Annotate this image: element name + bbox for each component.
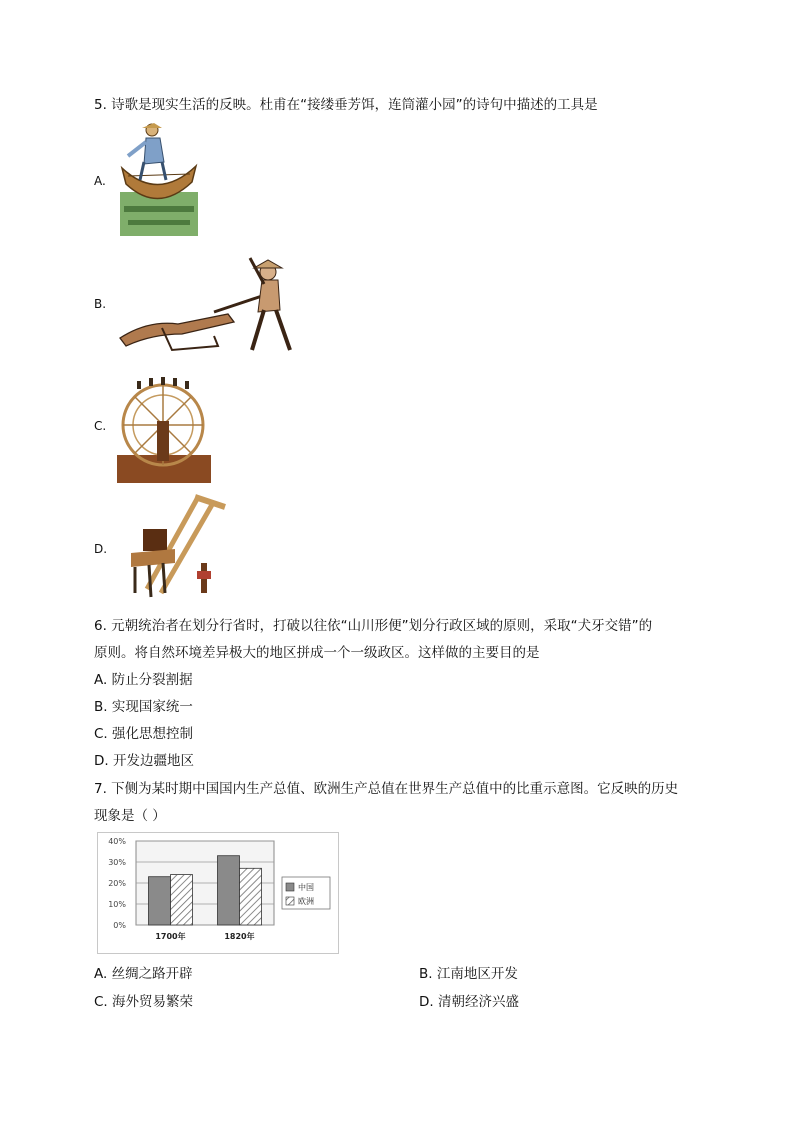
q7-stem-line1: 7. 下侧为某时期中国国内生产总值、欧洲生产总值在世界生产总值中的比重示意图。它反映的历史	[94, 781, 679, 797]
legend-label: 中国	[298, 883, 314, 892]
seed-drill-image	[117, 493, 229, 605]
q7-option-a: A. 丝绸之路开辟	[94, 966, 193, 982]
plow-farmer-image	[118, 250, 296, 358]
q5-option-c-label: C.	[94, 419, 107, 433]
gdp-share-chart	[97, 832, 339, 954]
boat-fisherman-image	[118, 122, 200, 238]
q7-stem-line2: 现象是（ ）	[94, 808, 166, 824]
q6-stem-line1: 6. 元朝统治者在划分行省时，打破以往依“山川形便”划分行政区域的原则，采取“犬牙交错”的	[94, 618, 653, 634]
bar-china-0	[149, 877, 171, 925]
y-tick-label: 0%	[113, 921, 126, 930]
y-tick-label: 30%	[108, 858, 126, 867]
q6-option-d: D. 开发边疆地区	[94, 753, 194, 769]
bar-europe-1	[240, 868, 262, 925]
q6-option-c: C. 强化思想控制	[94, 726, 194, 742]
legend-swatch	[286, 897, 294, 905]
q6-option-b: B. 实现国家统一	[94, 699, 193, 715]
q7-option-b: B. 江南地区开发	[419, 966, 518, 982]
bar-europe-0	[171, 875, 193, 925]
q5-option-b-label: B.	[94, 297, 107, 311]
q5-option-a-label: A.	[94, 174, 106, 188]
q6-stem-line2: 原则。将自然环境差异极大的地区拼成一个一级政区。这样做的主要目的是	[94, 645, 540, 661]
q7-option-d: D. 清朝经济兴盛	[419, 994, 519, 1010]
q7-option-c: C. 海外贸易繁荣	[94, 994, 194, 1010]
y-tick-label: 40%	[108, 837, 126, 846]
x-tick-label: 1820年	[224, 932, 255, 941]
bar-china-1	[218, 856, 240, 925]
chart-svg	[98, 833, 338, 953]
y-tick-label: 20%	[108, 879, 126, 888]
q5-option-d-label: D.	[94, 542, 108, 556]
water-wheel-image	[117, 377, 211, 483]
x-tick-label: 1700年	[155, 932, 186, 941]
q5-stem: 5. 诗歌是现实生活的反映。杜甫在“接缕垂芳饵，连筒灌小园”的诗句中描述的工具是	[94, 97, 598, 113]
legend-swatch	[286, 883, 294, 891]
legend-label: 欧洲	[298, 897, 314, 906]
q6-option-a: A. 防止分裂割据	[94, 672, 193, 688]
y-tick-label: 10%	[108, 900, 126, 909]
